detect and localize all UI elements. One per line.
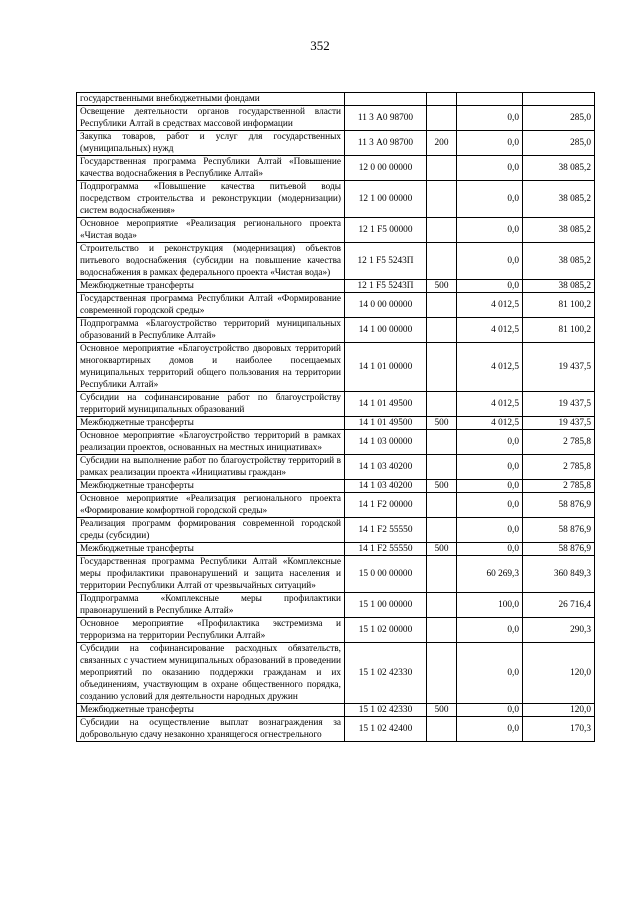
row-expense-type-cell xyxy=(427,717,457,742)
row-expense-type-cell xyxy=(427,106,457,131)
row-amount-2-cell: 360 849,3 xyxy=(523,556,595,593)
row-code-cell: 11 3 А0 98700 xyxy=(345,106,427,131)
row-expense-type-cell xyxy=(427,218,457,243)
row-amount-2-cell: 26 716,4 xyxy=(523,593,595,618)
row-amount-1-cell: 0,0 xyxy=(457,518,523,543)
row-expense-type-cell: 500 xyxy=(427,280,457,293)
row-expense-type-cell xyxy=(427,493,457,518)
row-amount-2-cell xyxy=(523,93,595,106)
row-amount-1-cell: 0,0 xyxy=(457,156,523,181)
row-amount-1-cell: 0,0 xyxy=(457,480,523,493)
row-amount-2-cell: 120,0 xyxy=(523,643,595,704)
budget-table-body xyxy=(77,93,595,742)
row-name-cell: Межбюджетные трансферты xyxy=(77,280,345,293)
table-row xyxy=(77,643,595,704)
budget-table xyxy=(76,92,595,742)
table-row xyxy=(77,704,595,717)
row-expense-type-cell xyxy=(427,93,457,106)
row-amount-1-cell: 0,0 xyxy=(457,243,523,280)
row-amount-2-cell: 290,3 xyxy=(523,618,595,643)
row-name-cell: Основное мероприятие «Благоустройство территорий в рамках реализации проектов, основанных на местных инициативах» xyxy=(77,430,345,455)
row-code-cell: 15 1 00 00000 xyxy=(345,593,427,618)
row-amount-2-cell: 38 085,2 xyxy=(523,280,595,293)
row-amount-2-cell: 81 100,2 xyxy=(523,293,595,318)
row-name-cell: Субсидии на выполнение работ по благоустройству территорий в рамках реализации проекта «Инициативы граждан» xyxy=(77,455,345,480)
row-amount-2-cell: 38 085,2 xyxy=(523,218,595,243)
row-code-cell: 15 1 02 42330 xyxy=(345,643,427,704)
table-row xyxy=(77,181,595,218)
row-expense-type-cell xyxy=(427,343,457,392)
row-code-cell: 12 0 00 00000 xyxy=(345,156,427,181)
row-code-cell: 14 1 01 00000 xyxy=(345,343,427,392)
row-code-cell: 12 1 F5 00000 xyxy=(345,218,427,243)
row-code-cell: 15 1 02 42400 xyxy=(345,717,427,742)
row-amount-1-cell: 0,0 xyxy=(457,218,523,243)
row-amount-1-cell: 60 269,3 xyxy=(457,556,523,593)
table-row xyxy=(77,131,595,156)
page-number: 352 xyxy=(310,38,330,53)
row-expense-type-cell xyxy=(427,156,457,181)
row-code-cell xyxy=(345,93,427,106)
row-code-cell: 14 0 00 00000 xyxy=(345,293,427,318)
row-amount-2-cell: 81 100,2 xyxy=(523,318,595,343)
table-row xyxy=(77,417,595,430)
row-expense-type-cell: 500 xyxy=(427,704,457,717)
row-amount-2-cell: 2 785,8 xyxy=(523,480,595,493)
row-amount-2-cell: 58 876,9 xyxy=(523,543,595,556)
row-amount-2-cell: 58 876,9 xyxy=(523,518,595,543)
row-amount-1-cell: 0,0 xyxy=(457,455,523,480)
row-amount-2-cell: 38 085,2 xyxy=(523,243,595,280)
row-amount-1-cell: 100,0 xyxy=(457,593,523,618)
table-row xyxy=(77,430,595,455)
table-row xyxy=(77,156,595,181)
row-name-cell: Субсидии на софинансирование работ по благоустройству территорий муниципальных образований xyxy=(77,392,345,417)
table-row xyxy=(77,343,595,392)
row-expense-type-cell xyxy=(427,518,457,543)
row-code-cell: 14 1 01 49500 xyxy=(345,392,427,417)
row-name-cell: государственными внебюджетными фондами xyxy=(77,93,345,106)
table-row xyxy=(77,392,595,417)
row-expense-type-cell xyxy=(427,556,457,593)
row-amount-1-cell: 0,0 xyxy=(457,717,523,742)
row-code-cell: 14 1 03 00000 xyxy=(345,430,427,455)
row-amount-2-cell: 58 876,9 xyxy=(523,493,595,518)
row-amount-1-cell: 0,0 xyxy=(457,106,523,131)
row-code-cell: 12 1 F5 5243П xyxy=(345,243,427,280)
row-expense-type-cell xyxy=(427,243,457,280)
row-code-cell: 14 1 00 00000 xyxy=(345,318,427,343)
row-code-cell: 15 1 02 00000 xyxy=(345,618,427,643)
row-expense-type-cell: 500 xyxy=(427,543,457,556)
row-amount-1-cell: 4 012,5 xyxy=(457,343,523,392)
table-row xyxy=(77,93,595,106)
row-amount-2-cell: 285,0 xyxy=(523,131,595,156)
table-row xyxy=(77,218,595,243)
row-expense-type-cell xyxy=(427,392,457,417)
row-amount-2-cell: 2 785,8 xyxy=(523,455,595,480)
table-row xyxy=(77,280,595,293)
row-name-cell: Реализация программ формирования современной городской среды (субсидии) xyxy=(77,518,345,543)
row-amount-1-cell: 4 012,5 xyxy=(457,293,523,318)
table-row xyxy=(77,543,595,556)
row-expense-type-cell xyxy=(427,293,457,318)
row-amount-1-cell: 0,0 xyxy=(457,280,523,293)
row-expense-type-cell: 500 xyxy=(427,480,457,493)
row-amount-1-cell: 0,0 xyxy=(457,618,523,643)
row-expense-type-cell xyxy=(427,430,457,455)
row-amount-1-cell: 0,0 xyxy=(457,493,523,518)
row-name-cell: Основное мероприятие «Профилактика экстремизма и терроризма на территории Республики Алтай» xyxy=(77,618,345,643)
row-name-cell: Субсидии на осуществление выплат вознаграждения за добровольную сдачу незаконно хранящегося огнестрельного xyxy=(77,717,345,742)
row-amount-1-cell: 4 012,5 xyxy=(457,392,523,417)
row-expense-type-cell xyxy=(427,318,457,343)
row-expense-type-cell: 500 xyxy=(427,417,457,430)
row-name-cell: Межбюджетные трансферты xyxy=(77,480,345,493)
row-amount-1-cell: 0,0 xyxy=(457,131,523,156)
row-amount-1-cell: 0,0 xyxy=(457,643,523,704)
row-name-cell: Подпрограмма «Комплексные меры профилактики правонарушений в Республике Алтай» xyxy=(77,593,345,618)
row-amount-1-cell: 0,0 xyxy=(457,704,523,717)
row-expense-type-cell: 200 xyxy=(427,131,457,156)
row-name-cell: Государственная программа Республики Алтай «Комплексные меры профилактики правонарушений и защита населения и территории Республики Алтай от чрезвычайных ситуаций» xyxy=(77,556,345,593)
row-amount-1-cell xyxy=(457,93,523,106)
row-name-cell: Субсидии на софинансирование расходных обязательств, связанных с участием муниципальных образований в проведении мероприятий по оказанию поддержки гражданам и их объединениям, участвующим в охране общественного порядка, созданию условий для деятельности народных дружин xyxy=(77,643,345,704)
row-amount-1-cell: 4 012,5 xyxy=(457,417,523,430)
row-code-cell: 14 1 F2 55550 xyxy=(345,518,427,543)
row-name-cell: Основное мероприятие «Благоустройство дворовых территорий многоквартирных домов и наиболее посещаемых муниципальных территорий общего пользования на территории Республики Алтай» xyxy=(77,343,345,392)
row-amount-2-cell: 38 085,2 xyxy=(523,181,595,218)
row-name-cell: Закупка товаров, работ и услуг для государственных (муниципальных) нужд xyxy=(77,131,345,156)
table-row xyxy=(77,318,595,343)
row-name-cell: Основное мероприятие «Реализация регионального проекта «Чистая вода» xyxy=(77,218,345,243)
table-row xyxy=(77,618,595,643)
row-name-cell: Освещение деятельности органов государственной власти Республики Алтай в средствах массовой информации xyxy=(77,106,345,131)
row-code-cell: 11 3 А0 98700 xyxy=(345,131,427,156)
row-name-cell: Основное мероприятие «Реализация регионального проекта «Формирование комфортной городской среды» xyxy=(77,493,345,518)
row-name-cell: Межбюджетные трансферты xyxy=(77,704,345,717)
row-expense-type-cell xyxy=(427,455,457,480)
row-expense-type-cell xyxy=(427,643,457,704)
row-amount-2-cell: 19 437,5 xyxy=(523,417,595,430)
table-row xyxy=(77,106,595,131)
row-amount-1-cell: 0,0 xyxy=(457,543,523,556)
table-row xyxy=(77,480,595,493)
row-expense-type-cell xyxy=(427,618,457,643)
row-name-cell: Государственная программа Республики Алтай «Формирование современной городской среды» xyxy=(77,293,345,318)
row-name-cell: Подпрограмма «Благоустройство территорий муниципальных образований в Республике Алтай» xyxy=(77,318,345,343)
row-amount-2-cell: 38 085,2 xyxy=(523,156,595,181)
row-code-cell: 14 1 F2 55550 xyxy=(345,543,427,556)
table-row xyxy=(77,493,595,518)
row-name-cell: Строительство и реконструкция (модернизация) объектов питьевого водоснабжения (субсидии на повышение качества водоснабжения в рамках федерального проекта «Чистая вода») xyxy=(77,243,345,280)
row-name-cell: Межбюджетные трансферты xyxy=(77,543,345,556)
row-expense-type-cell xyxy=(427,593,457,618)
row-code-cell: 12 1 F5 5243П xyxy=(345,280,427,293)
row-code-cell: 12 1 00 00000 xyxy=(345,181,427,218)
row-expense-type-cell xyxy=(427,181,457,218)
row-name-cell: Государственная программа Республики Алтай «Повышение качества водоснабжения в Республике Алтай» xyxy=(77,156,345,181)
row-code-cell: 15 1 02 42330 xyxy=(345,704,427,717)
row-amount-2-cell: 19 437,5 xyxy=(523,392,595,417)
table-row xyxy=(77,455,595,480)
row-amount-1-cell: 0,0 xyxy=(457,181,523,218)
row-amount-1-cell: 0,0 xyxy=(457,430,523,455)
row-amount-2-cell: 120,0 xyxy=(523,704,595,717)
table-row xyxy=(77,518,595,543)
row-code-cell: 15 0 00 00000 xyxy=(345,556,427,593)
row-name-cell: Подпрограмма «Повышение качества питьевой воды посредством строительства и реконструкции (модернизации) систем водоснабжения» xyxy=(77,181,345,218)
table-row xyxy=(77,593,595,618)
table-row xyxy=(77,243,595,280)
row-amount-2-cell: 19 437,5 xyxy=(523,343,595,392)
row-amount-1-cell: 4 012,5 xyxy=(457,318,523,343)
row-code-cell: 14 1 F2 00000 xyxy=(345,493,427,518)
row-amount-2-cell: 285,0 xyxy=(523,106,595,131)
table-row xyxy=(77,293,595,318)
table-row xyxy=(77,556,595,593)
row-amount-2-cell: 2 785,8 xyxy=(523,430,595,455)
row-amount-2-cell: 170,3 xyxy=(523,717,595,742)
table-row xyxy=(77,717,595,742)
row-code-cell: 14 1 03 40200 xyxy=(345,480,427,493)
row-code-cell: 14 1 01 49500 xyxy=(345,417,427,430)
row-code-cell: 14 1 03 40200 xyxy=(345,455,427,480)
row-name-cell: Межбюджетные трансферты xyxy=(77,417,345,430)
